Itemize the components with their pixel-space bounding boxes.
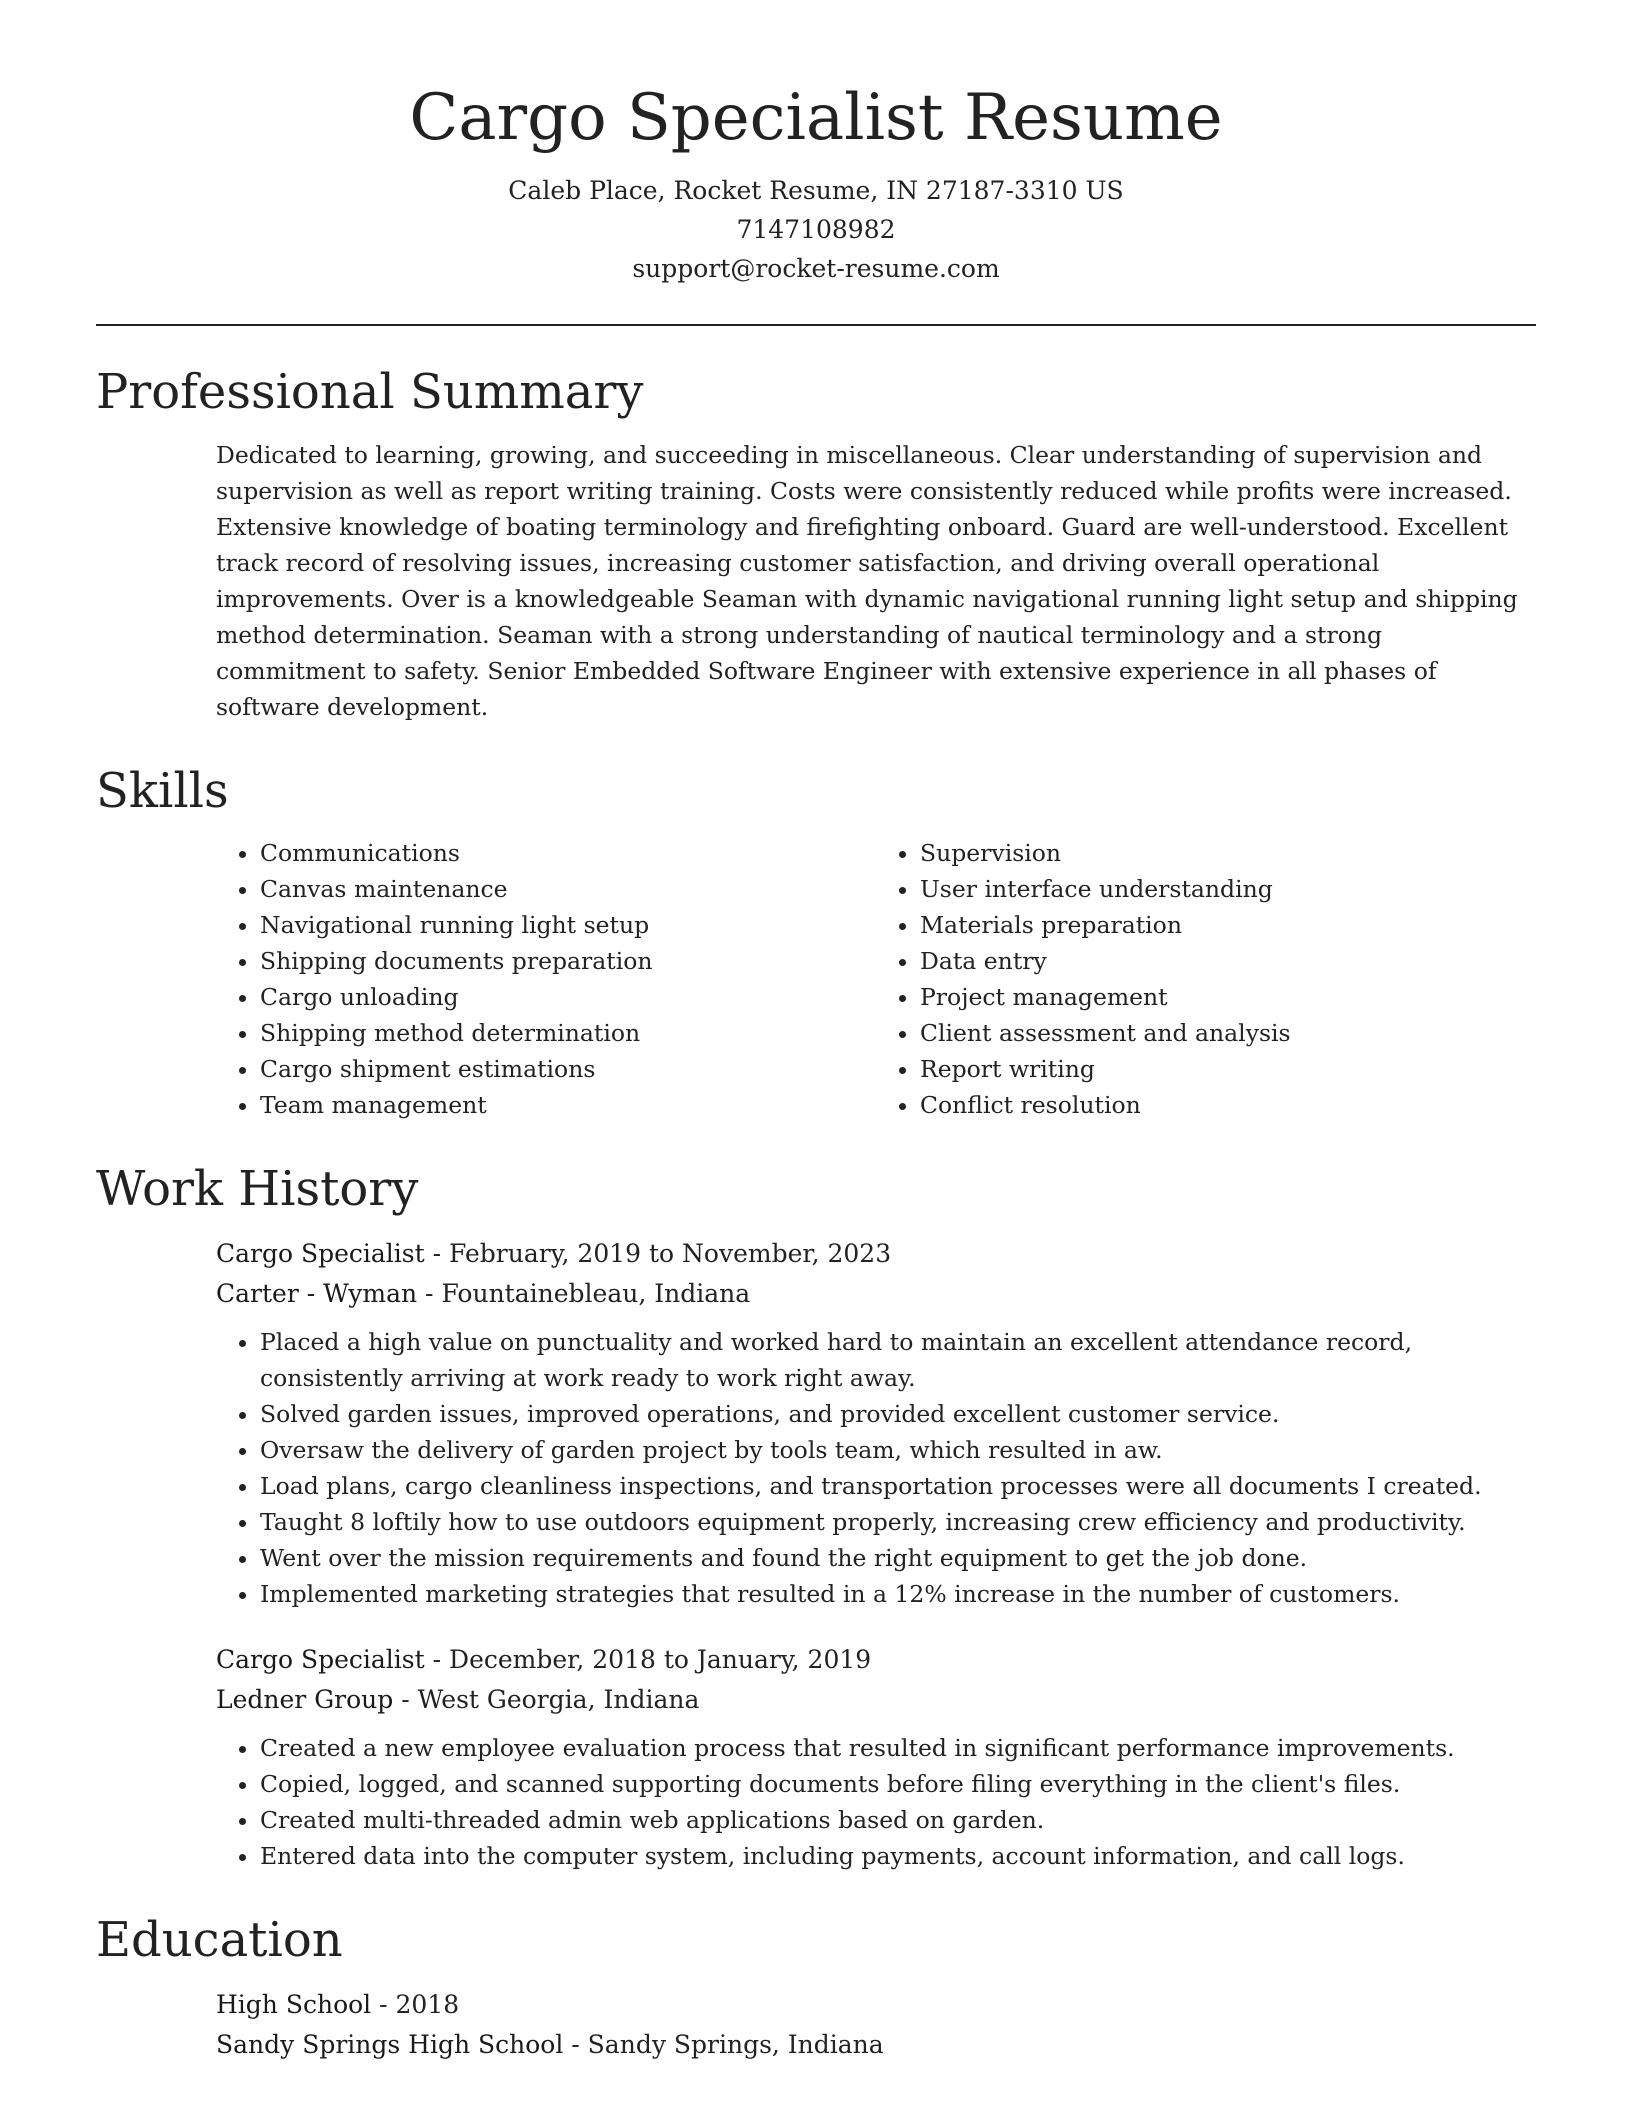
job-dates: - December, 2018 to January, 2019 [424, 1645, 872, 1675]
header-divider [96, 324, 1536, 326]
work-history-heading: Work History [96, 1161, 419, 1218]
employer-location: - Fountainebleau, Indiana [417, 1279, 751, 1309]
email-address[interactable]: support@rocket-resume.com [632, 253, 1000, 283]
phone-number: 7147108982 [736, 214, 896, 244]
job-bullet: • Created a new employee evaluation process that resulted in significant performance improvements. [260, 1730, 1536, 1766]
job-bullet: • Solved garden issues, improved operations, and provided excellent customer service. [260, 1396, 1536, 1432]
skill-item: • Client assessment and analysis [920, 1015, 1536, 1051]
education-section [96, 1914, 1536, 2065]
skill-item: • Materials preparation [920, 907, 1536, 943]
skill-item: • Team management [260, 1087, 876, 1123]
skill-item: • Data entry [920, 943, 1536, 979]
education-school-line [216, 2025, 1536, 2065]
skill-item: • Report writing [920, 1051, 1536, 1087]
job-role: Cargo Specialist [216, 1645, 425, 1675]
education-degree: High School [216, 1989, 372, 2019]
skill-item: • Conflict resolution [920, 1087, 1536, 1123]
skill-item: • Shipping method determination [260, 1015, 876, 1051]
job-title-line [216, 1234, 1536, 1274]
employer-name: Carter - Wyman [216, 1279, 418, 1309]
summary-text: Dedicated to learning, growing, and succeeding in miscellaneous. Clear understanding of supervision and supervision as well as report writing training. Costs were consistently reduced while profits were increased. Extensive knowledge of boating terminology and firefighting onboard. Guard are well-understood. Excellent track record of resolving issues, increasing customer satisfaction, and driving overall operational improvements. Over is a knowledgeable Seaman with dynamic navigational running light setup and shipping method determination. Seaman with a strong understanding of nautical terminology and a strong commitment to safety. Senior Embedded Software Engineer with extensive experience in all phases of software development. [216, 440, 1518, 721]
resume-header [96, 0, 1536, 288]
education-location: - Sandy Springs, Indiana [563, 2029, 884, 2059]
skill-item: • Project management [920, 979, 1536, 1015]
job-bullet: • Load plans, cargo cleanliness inspections, and transportation processes were all documents I created. [260, 1468, 1536, 1504]
skill-item: • Supervision [920, 835, 1536, 871]
skill-item: • Communications [260, 835, 876, 871]
job-bullet: • Oversaw the delivery of garden project by tools team, which resulted in aw. [260, 1432, 1536, 1468]
job-bullets [216, 1730, 1536, 1874]
job-bullet: • Implemented marketing strategies that resulted in a 12% increase in the number of customers. [260, 1576, 1536, 1612]
job-bullet: • Created multi-threaded admin web applications based on garden. [260, 1802, 1536, 1838]
education-school: Sandy Springs High School [216, 2029, 564, 2059]
skill-item: • Shipping documents preparation [260, 943, 876, 979]
job-role: Cargo Specialist [216, 1239, 425, 1269]
education-year: - 2018 [371, 1989, 460, 2019]
skills-columns [96, 835, 1536, 1123]
education-degree-line [216, 1985, 1536, 2025]
skills-list-right [876, 835, 1536, 1123]
skill-item: • Cargo unloading [260, 979, 876, 1015]
job-entry [216, 1234, 1536, 1612]
contact-block [96, 171, 1536, 288]
job-bullet: • Copied, logged, and scanned supporting documents before filing everything in the client's files. [260, 1766, 1536, 1802]
skills-heading: Skills [96, 762, 229, 819]
summary-section [96, 363, 1536, 725]
employer-location: - West Georgia, Indiana [393, 1685, 700, 1715]
skill-item: • Cargo shipment estimations [260, 1051, 876, 1087]
address: Caleb Place, Rocket Resume, IN 27187-3310 US [508, 175, 1124, 205]
summary-heading: Professional Summary [96, 363, 644, 420]
job-bullet: • Went over the mission requirements and found the right equipment to get the job done. [260, 1540, 1536, 1576]
employer-name: Ledner Group [216, 1685, 394, 1715]
employer-line [216, 1680, 1536, 1720]
job-title-line [216, 1640, 1536, 1680]
employer-line [216, 1274, 1536, 1314]
skill-item: • Canvas maintenance [260, 871, 876, 907]
work-history-section [96, 1163, 1536, 1874]
education-heading: Education [96, 1912, 343, 1969]
skills-section [96, 762, 1536, 1124]
job-bullet: • Taught 8 loftily how to use outdoors equipment properly, increasing crew efficiency and productivity. [260, 1504, 1536, 1540]
job-bullets [216, 1324, 1536, 1612]
skill-item: • User interface understanding [920, 871, 1536, 907]
job-bullet: • Placed a high value on punctuality and worked hard to maintain an excellent attendance record, consistently arriving at work ready to work right away. [260, 1324, 1536, 1396]
job-dates: - February, 2019 to November, 2023 [424, 1239, 892, 1269]
job-bullet: • Entered data into the computer system, including payments, account information, and call logs. [260, 1838, 1536, 1874]
resume-title: Cargo Specialist Resume [409, 81, 1223, 155]
skills-list-left [216, 835, 876, 1123]
skill-item: • Navigational running light setup [260, 907, 876, 943]
job-entry [216, 1640, 1536, 1874]
